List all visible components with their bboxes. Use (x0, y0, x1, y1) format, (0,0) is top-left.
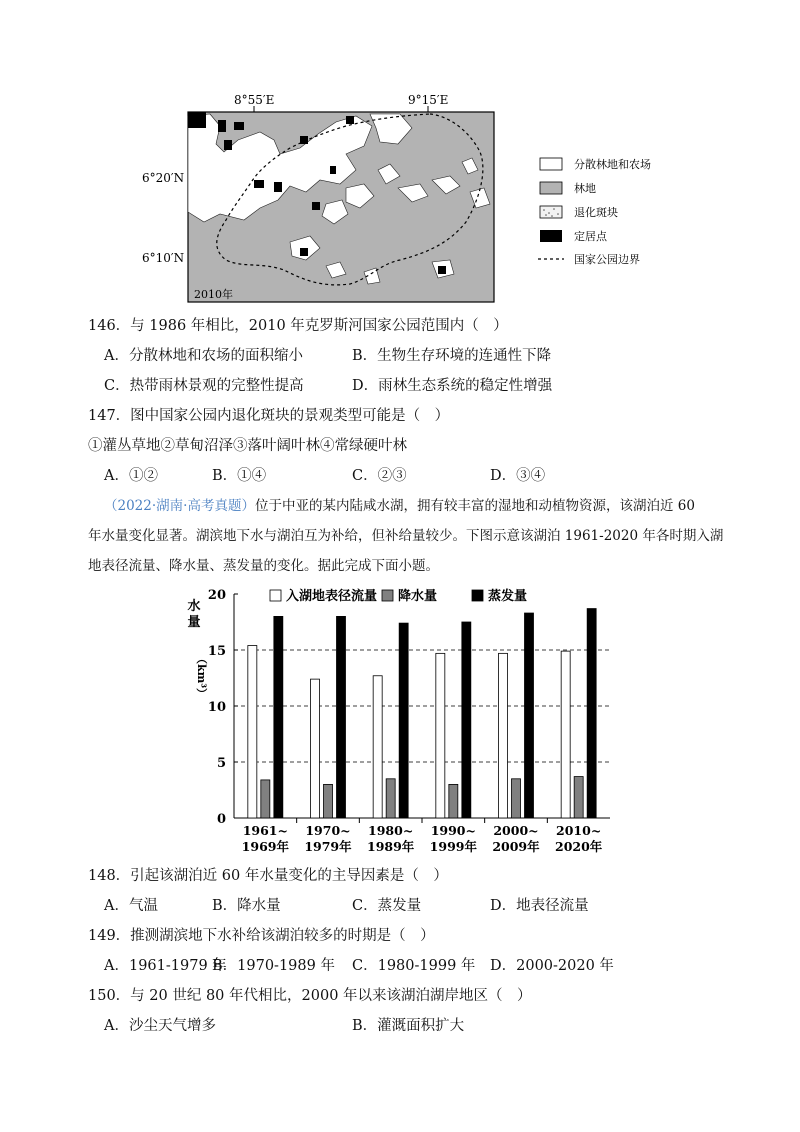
q146-stem: 146．与 1986 年相比，2010 年克罗斯河国家公园范围内（ ） (88, 318, 508, 334)
legend-label-settlement: 定居点 (574, 230, 607, 243)
bar-1-5 (574, 777, 583, 818)
lat-label-2: 6°10′N (142, 251, 185, 265)
x-tick-label-0-line2: 1969年 (241, 839, 289, 854)
y-tick-label-1: 5 (216, 756, 226, 771)
y-axis-label-char-1: 量 (187, 615, 201, 630)
legend-label-scattered: 分散林地和农场 (574, 158, 651, 171)
bar-0-4 (499, 653, 508, 818)
q150-option-a[interactable]: A．沙尘天气增多 (104, 1018, 216, 1034)
q147-option-b[interactable]: B．①④ (212, 468, 267, 484)
y-tick-label-2: 10 (207, 700, 226, 715)
bar-1-1 (324, 784, 333, 818)
bar-0-1 (311, 679, 320, 818)
bar-2-2 (399, 623, 408, 818)
map-figure (142, 92, 690, 304)
q147-option-c[interactable]: C．②③ (352, 468, 407, 484)
chart-svg (186, 584, 626, 856)
x-tick-label-5-line2: 2020年 (555, 839, 603, 854)
y-axis-label-char-0: 水 (187, 599, 201, 614)
passage-line-3: 地表径流量、降水量、蒸发量的变化。据此完成下面小题。 (88, 558, 439, 574)
legend-label-degraded: 退化斑块 (574, 206, 618, 219)
q147-option-a[interactable]: A．①② (104, 468, 158, 484)
bar-2-0 (274, 616, 283, 818)
bar-0-2 (373, 676, 382, 818)
q146-option-b[interactable]: B．生物生存环境的连通性下降 (352, 348, 552, 364)
lon-label-1: 8°55′E (234, 93, 275, 107)
legend-swatch-0 (270, 590, 281, 601)
bar-0-5 (561, 651, 570, 818)
x-tick-label-1-line2: 1979年 (304, 839, 352, 854)
bar-1-0 (261, 780, 270, 818)
x-tick-label-3-line1: 1990~ (430, 823, 476, 838)
q146-option-c[interactable]: C．热带雨林景观的完整性提高 (104, 378, 304, 394)
q148-option-a[interactable]: A．气温 (104, 898, 158, 914)
q147-items: ①灌丛草地②草甸沼泽③落叶阔叶林④常绿硬叶林 (88, 438, 407, 454)
q148-option-d[interactable]: D．地表径流量 (490, 898, 589, 914)
q150-stem: 150．与 20 世纪 80 年代相比，2000 年以来该湖泊湖岸地区（ ） (88, 988, 532, 1004)
legend-label-boundary: 国家公园边界 (574, 253, 640, 266)
q147-stem: 147．图中国家公园内退化斑块的景观类型可能是（ ） (88, 408, 450, 424)
water-volume-chart (186, 584, 626, 856)
bar-2-4 (525, 613, 534, 818)
y-tick-label-3: 15 (207, 644, 226, 659)
bar-2-3 (462, 622, 471, 818)
legend-swatch-scattered (540, 158, 562, 170)
legend-label-1: 降水量 (398, 589, 438, 604)
q148-stem: 148．引起该湖泊近 60 年水量变化的主导因素是（ ） (88, 868, 448, 884)
legend-label-forest: 林地 (574, 182, 596, 195)
passage-line-2: 年水量变化显著。湖滨地下水与湖泊互为补给，但补给量较少。下图示意该湖泊 1961-2020 年各时期入湖 (88, 528, 724, 544)
q149-option-a[interactable]: A．1961-1979 年 (104, 958, 227, 974)
map-area (188, 112, 494, 302)
x-tick-label-2-line2: 1989年 (367, 839, 415, 854)
passage-line-1 (104, 496, 695, 516)
legend-swatch-settlement (540, 230, 562, 242)
x-tick-label-1-line1: 1970~ (305, 823, 351, 838)
legend-swatch-2 (472, 590, 483, 601)
lat-label-1: 6°20′N (142, 171, 185, 185)
q149-option-c[interactable]: C．1980-1999 年 (352, 958, 476, 974)
map-svg (142, 92, 690, 304)
passage-line-1-text: 位于中亚的某内陆咸水湖，拥有较丰富的湿地和动植物资源，该湖泊近 60 (254, 498, 695, 514)
y-tick-label-0: 0 (216, 812, 226, 827)
bar-0-0 (248, 646, 257, 818)
x-tick-label-3-line2: 1999年 (429, 839, 477, 854)
bar-2-1 (337, 616, 346, 818)
bar-1-3 (449, 784, 458, 818)
x-tick-label-0-line1: 1961~ (242, 823, 288, 838)
x-tick-label-5-line1: 2010~ (556, 823, 602, 838)
legend-swatch-forest (540, 182, 562, 194)
q149-stem: 149．推测湖滨地下水补给该湖泊较多的时期是（ ） (88, 928, 435, 944)
legend-swatch-degraded (540, 206, 562, 218)
y-axis-unit: （km³） (195, 652, 208, 700)
passage-source: （2022·湖南·高考真题） (104, 498, 255, 514)
bar-1-4 (512, 779, 521, 818)
bar-1-2 (386, 779, 395, 818)
bar-0-3 (436, 653, 445, 818)
legend-swatch-1 (382, 590, 393, 601)
x-tick-label-4-line2: 2009年 (492, 839, 540, 854)
q148-option-b[interactable]: B．降水量 (212, 898, 281, 914)
q146-option-d[interactable]: D．雨林生态系统的稳定性增强 (352, 378, 553, 394)
legend-label-2: 蒸发量 (488, 589, 528, 604)
lon-label-2: 9°15′E (408, 93, 449, 107)
map-legend (538, 157, 651, 266)
q150-option-b[interactable]: B．灌溉面积扩大 (352, 1018, 465, 1034)
legend-label-0: 入湖地表径流量 (286, 589, 378, 604)
q149-option-b[interactable]: B．1970-1989 年 (212, 958, 335, 974)
q149-option-d[interactable]: D．2000-2020 年 (490, 958, 614, 974)
y-tick-label-4: 20 (207, 588, 226, 603)
q148-option-c[interactable]: C．蒸发量 (352, 898, 422, 914)
q147-option-d[interactable]: D．③④ (490, 468, 546, 484)
map-year-label: 2010年 (194, 288, 233, 301)
x-tick-label-4-line1: 2000~ (493, 823, 539, 838)
q146-option-a[interactable]: A．分散林地和农场的面积缩小 (104, 348, 303, 364)
x-tick-label-2-line1: 1980~ (368, 823, 414, 838)
bar-2-5 (587, 609, 596, 818)
